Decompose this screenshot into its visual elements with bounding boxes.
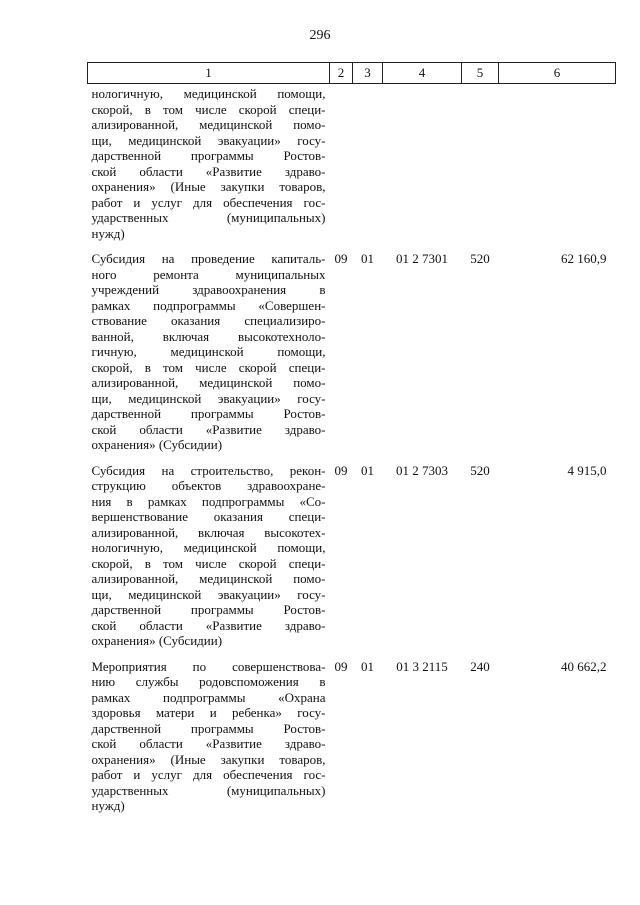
row-description (88, 84, 330, 252)
target-article-code: 01 2 7303 (396, 462, 448, 478)
description-line: ного ремонта муниципальных (91, 266, 326, 282)
description-line: дарственной программы Ростов- (91, 720, 326, 736)
subsection-code: 01 (361, 462, 374, 478)
table-row (88, 463, 616, 659)
header-row (88, 63, 616, 84)
description-line: скорой, в том числе скорой специ- (91, 359, 326, 375)
amount: 40 662,2 (561, 658, 607, 674)
description-line: ударственных (муниципальных) (91, 210, 326, 225)
description-line: щи, медицинской эвакуации» госу- (91, 390, 326, 406)
description-line: ния в рамках подпрограммы «Со- (91, 493, 326, 509)
column-header-3: 3 (353, 63, 383, 84)
budget-table (87, 62, 616, 824)
description-line: дарственной программы Ростов- (91, 406, 326, 421)
section-code: 09 (334, 462, 348, 478)
target-article-code: 01 2 7301 (396, 251, 448, 266)
description-line: рамках подпрограммы «Совершен- (91, 297, 326, 313)
description-line: ской области «Развитие здраво- (91, 421, 326, 437)
expense-type-code: 520 (470, 462, 490, 478)
target-article-code: 01 3 2115 (396, 658, 448, 674)
amount: 62 160,9 (561, 251, 607, 266)
subsection-code: 01 (361, 658, 374, 674)
section-code: 09 (334, 251, 348, 266)
description-line: охранения» (Иные закупки товаров, (91, 179, 326, 194)
description-line: нужд) (91, 225, 125, 241)
description-line: нужд) (91, 798, 125, 813)
amount: 4 915,0 (567, 462, 607, 478)
row-description (88, 251, 330, 463)
subsection-code (353, 84, 383, 252)
description-line: ализированной, медицинской помо- (91, 571, 326, 586)
description-line: вершенствование оказания специ- (91, 509, 326, 524)
description-line: струкцию объектов здравоохране- (91, 478, 326, 493)
description-line: Субсидия на строительство, рекон- (91, 462, 326, 478)
description-line: скорой, в том числе скорой специ- (91, 555, 326, 571)
column-header-6: 6 (499, 63, 616, 84)
description-line: ванной, включая высокотехноло- (91, 328, 326, 344)
description-line: здоровья матери и ребенка» госу- (91, 705, 326, 720)
description-line: учреждений здравоохранения в (91, 282, 326, 297)
target-article-code (383, 84, 462, 252)
description-line: ской области «Развитие здраво- (91, 617, 326, 633)
description-line: рамках подпрограммы «Охрана (91, 689, 326, 705)
description-line: скорой, в том числе скорой специ- (91, 101, 326, 117)
description-line: охранения» (Иные закупки товаров, (91, 751, 326, 767)
column-header-2: 2 (330, 63, 353, 84)
description-line: нологичную, медицинской помощи, (91, 540, 326, 555)
description-line: ударственных (муниципальных) (91, 782, 326, 798)
description-line: нию службы родовспоможения в (91, 674, 326, 689)
description-line: Мероприятия по совершенствова- (91, 658, 326, 674)
column-header-1: 1 (88, 63, 330, 84)
row-description (88, 659, 330, 824)
description-line: ализированной, медицинской помо- (91, 117, 326, 132)
expense-type-code: 240 (470, 658, 490, 674)
description-line: охранения» (Субсидии) (91, 437, 223, 452)
description-line: гичную, медицинской помощи, (91, 344, 326, 359)
description-line: щи, медицинской эвакуации» госу- (91, 132, 326, 148)
row-description (88, 463, 330, 659)
description-line: работ и услуг для обеспечения гос- (91, 767, 326, 782)
table-row (88, 659, 616, 824)
table-header (88, 63, 616, 84)
section-code (330, 84, 353, 252)
expense-type-code (462, 84, 499, 252)
description-line: ской области «Развитие здраво- (91, 163, 326, 179)
table-body (88, 84, 616, 824)
description-line: Субсидия на проведение капиталь- (91, 251, 326, 266)
section-code: 09 (334, 658, 348, 674)
column-header-4: 4 (383, 63, 462, 84)
description-line: охранения» (Субсидии) (91, 633, 223, 648)
description-line: ствование оказания специализиро- (91, 313, 326, 328)
expense-type-code: 520 (470, 251, 490, 266)
description-line: щи, медицинской эвакуации» госу- (91, 586, 326, 602)
table-row (88, 84, 616, 252)
subsection-code: 01 (361, 251, 374, 266)
amount (499, 84, 616, 252)
description-line: нологичную, медицинской помощи, (91, 86, 326, 101)
description-line: ской области «Развитие здраво- (91, 736, 326, 751)
description-line: работ и услуг для обеспечения гос- (91, 194, 326, 210)
table-row (88, 251, 616, 463)
description-line: ализированной, медицинской помо- (91, 375, 326, 390)
description-line: дарственной программы Ростов- (91, 602, 326, 617)
description-line: ализированной, включая высокотех- (91, 524, 326, 540)
column-header-5: 5 (462, 63, 499, 84)
page-number: 296 (309, 28, 331, 43)
description-line: дарственной программы Ростов- (91, 148, 326, 163)
